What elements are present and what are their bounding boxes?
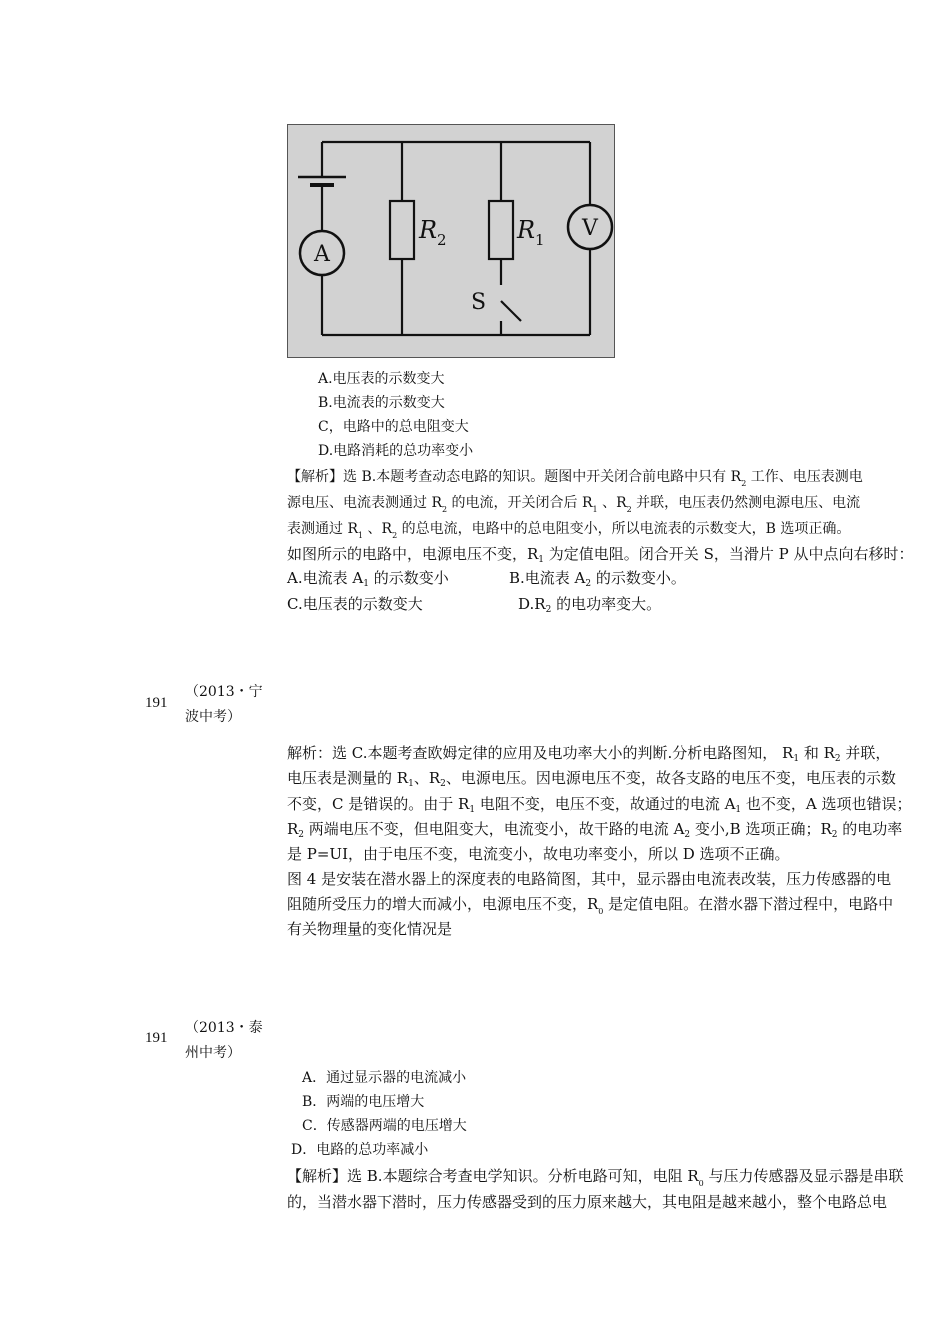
resistor-r1 <box>489 201 513 259</box>
q2-stem: 如图所示的电路中，电源电压不变，$R_1$ 为定值电阻。闭合开关 S，当滑片 P 从中点向右移时： <box>287 545 914 565</box>
q2-analysis-line-2: 电压表是测量的 $R_1$、$R_2$、电源电压。因电源电压不变，故各支路的电压不变，电压表的示数 <box>287 769 896 789</box>
q2-option-d: $D.R_2$ 的电功率变大。 <box>518 595 662 615</box>
circuit-diagram <box>287 124 615 358</box>
q2-analysis-line-4: $R_2$ 两端电压不变，但电阻变大，电流变小，故干路的电流 $A_2$ 变小,B 选项正确；$R_2$ 的电功率 <box>287 820 903 840</box>
q3-option-a: A．通过显示器的电流减小 <box>302 1070 467 1086</box>
q1-option-d: D.电路消耗的总功率变小 <box>318 443 474 459</box>
q2-option-a: A.电流表 $A_1$ 的示数变小 <box>287 569 449 589</box>
q3-option-d: D．电路的总功率减小 <box>291 1142 429 1158</box>
q2-option-b: B.电流表 $A_2$ 的示数变小。 <box>509 569 686 589</box>
q3-analysis-line-2: 的，当潜水器下潜时，压力传感器受到的压力原来越大，其电阻是越来越小，整个电路总电 <box>287 1193 888 1211</box>
q3-option-b: B．两端的电压增大 <box>302 1094 425 1110</box>
battery-symbol <box>298 177 346 193</box>
q2-analysis-line-5: 是 P=UI，由于电压不变，电流变小，故电功率变小，所以 D 选项不正确。 <box>287 845 790 863</box>
ammeter-label: A <box>314 242 330 267</box>
q1-option-b: B.电流表的示数变大 <box>318 395 445 411</box>
q2-analysis-line-1: 解析：选 C.本题考查欧姆定律的应用及电功率大小的判断.分析电路图知， $R_1$ 和 $R_2$ 并联， <box>287 744 891 764</box>
r1-label: R <box>517 216 536 244</box>
q1-analysis-line-1: 【解析】选 B.本题考查动态电路的知识。题图中开关闭合前电路中只有 $R_2$ 工作、电压表测电 <box>287 469 863 488</box>
q3-meta-line-2: 州中考） <box>185 1045 241 1061</box>
q1-option-a: A.电压表的示数变大 <box>318 371 445 387</box>
q3-stem-line-2: 阻随所受压力的增大而减小，电源电压不变，$R_0$ 是定值电阻。在潜水器下潜过程中，电路中 <box>287 895 894 916</box>
q3-number: 191 <box>145 1030 168 1046</box>
q2-analysis-line-3: 不变，C 是错误的。由于 $R_1$ 电阻不变，电压不变，故通过的电流 $A_1$ 也不变，A 选项也错误； <box>287 795 912 815</box>
q3-stem-line-1: 图 4 是安装在潜水器上的深度表的电路简图，其中，显示器由电流表改装，压力传感器的电 <box>287 870 892 888</box>
q2-meta-line-1: （2013・宁 <box>185 684 263 700</box>
resistor-r2 <box>390 201 414 259</box>
r2-label-sub: 2 <box>437 231 447 249</box>
q3-meta-line-1: （2013・泰 <box>185 1020 263 1036</box>
r2-label: R <box>419 216 438 244</box>
q2-number: 191 <box>145 695 168 711</box>
r1-label-sub: 1 <box>535 231 545 249</box>
voltmeter-label: V <box>582 216 598 241</box>
q2-meta-line-2: 波中考） <box>185 709 241 725</box>
q1-analysis-line-3: 表测通过 $R_1$ 、$R_2$ 的总电流，电路中的总电阻变小，所以电流表的示数变大，B 选项正确。 <box>287 521 851 540</box>
q3-stem-line-3: 有关物理量的变化情况是 <box>287 920 453 938</box>
q1-analysis-line-2: 源电压、电流表测通过 $R_2$ 的电流，开关闭合后 $R_1$ 、$R_2$ 并联，电压表仍然测电源电压、电流 <box>287 495 861 514</box>
q1-option-c: C，电路中的总电阻变大 <box>318 419 469 435</box>
q2-option-c: C.电压表的示数变大 <box>287 595 423 613</box>
switch-label: S <box>471 290 487 315</box>
q3-analysis-line-1: 【解析】选 B.本题综合考查电学知识。分析电路可知，电阻 $R_0$ 与压力传感器及显示器是串联 <box>287 1167 904 1188</box>
q3-option-c: C．传感器两端的电压增大 <box>302 1118 467 1134</box>
circuit-svg <box>288 125 614 357</box>
